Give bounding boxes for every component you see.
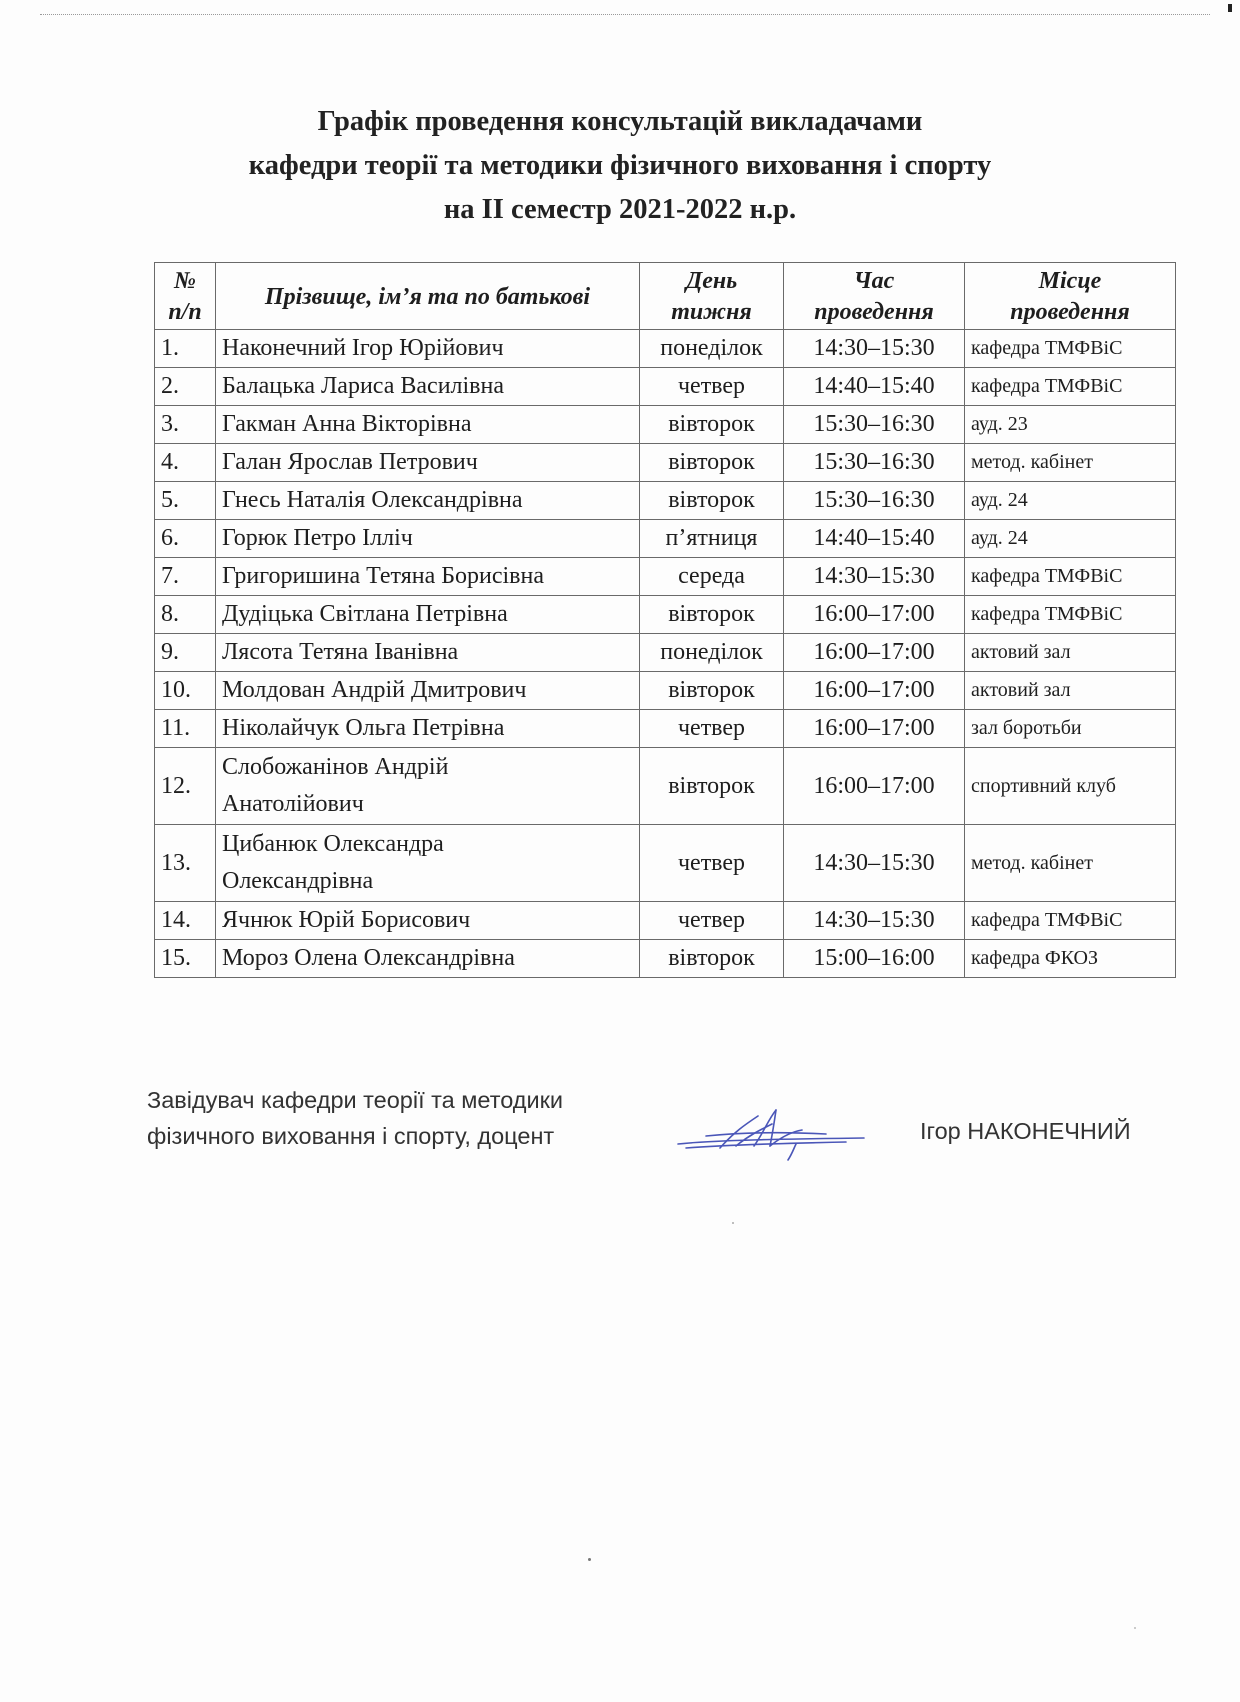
time-slot: 15:30–16:30 <box>784 482 965 520</box>
teacher-name: Молдован Андрій Дмитрович <box>216 672 640 710</box>
teacher-name: Дудіцька Світлана Петрівна <box>216 596 640 634</box>
time-slot: 14:30–15:30 <box>784 902 965 940</box>
teacher-name: Гакман Анна Вікторівна <box>216 406 640 444</box>
scan-top-edge-line <box>40 14 1210 15</box>
weekday: четвер <box>640 368 784 406</box>
teacher-name <box>216 748 640 825</box>
table-row <box>155 940 1176 978</box>
place: кафедра ТМФВіС <box>965 596 1176 634</box>
row-number: 5. <box>155 482 216 520</box>
weekday: четвер <box>640 902 784 940</box>
time-slot: 15:30–16:30 <box>784 406 965 444</box>
place: актовий зал <box>965 672 1176 710</box>
table-row <box>155 406 1176 444</box>
row-number: 12. <box>155 748 216 825</box>
time-slot: 14:40–15:40 <box>784 368 965 406</box>
place: актовий зал <box>965 634 1176 672</box>
time-slot: 15:30–16:30 <box>784 444 965 482</box>
table-row <box>155 748 1176 825</box>
header-place: Місце проведення <box>965 263 1176 330</box>
time-slot: 16:00–17:00 <box>784 748 965 825</box>
title-line-3: на ІІ семестр 2021-2022 н.р. <box>443 194 797 225</box>
place: ауд. 24 <box>965 520 1176 558</box>
place: спортивний клуб <box>965 748 1176 825</box>
weekday: середа <box>640 558 784 596</box>
table-header-row <box>155 263 1176 330</box>
weekday: четвер <box>640 710 784 748</box>
place: кафедра ФКОЗ <box>965 940 1176 978</box>
teacher-name-line-1: Цибанюк Олександра <box>222 831 444 857</box>
weekday: вівторок <box>640 748 784 825</box>
row-number: 3. <box>155 406 216 444</box>
table-row <box>155 902 1176 940</box>
weekday: вівторок <box>640 940 784 978</box>
row-number: 11. <box>155 710 216 748</box>
place: ауд. 23 <box>965 406 1176 444</box>
time-slot: 14:30–15:30 <box>784 558 965 596</box>
weekday: понеділок <box>640 634 784 672</box>
teacher-name: Горюк Петро Ілліч <box>216 520 640 558</box>
place: кафедра ТМФВіС <box>965 330 1176 368</box>
teacher-name-line-1: Слобожанінов Андрій <box>222 754 449 780</box>
scan-speck <box>588 1558 591 1561</box>
weekday: вівторок <box>640 444 784 482</box>
handwritten-signature <box>676 1102 866 1162</box>
time-slot: 16:00–17:00 <box>784 672 965 710</box>
table-row <box>155 672 1176 710</box>
table-row <box>155 596 1176 634</box>
table-row <box>155 368 1176 406</box>
place: ауд. 24 <box>965 482 1176 520</box>
teacher-name: Балацька Лариса Василівна <box>216 368 640 406</box>
table-row <box>155 825 1176 902</box>
teacher-name: Галан Ярослав Петрович <box>216 444 640 482</box>
position-line-2: фізичного виховання і спорту, доцент <box>147 1123 555 1149</box>
table-row <box>155 558 1176 596</box>
row-number: 6. <box>155 520 216 558</box>
header-time: Час проведення <box>784 263 965 330</box>
time-slot: 16:00–17:00 <box>784 596 965 634</box>
time-slot: 14:40–15:40 <box>784 520 965 558</box>
table-row <box>155 634 1176 672</box>
weekday: п’ятниця <box>640 520 784 558</box>
document-title <box>0 100 1240 232</box>
place: кафедра ТМФВіС <box>965 558 1176 596</box>
table-row <box>155 330 1176 368</box>
table-row <box>155 710 1176 748</box>
header-number: № п/п <box>155 263 216 330</box>
place: метод. кабінет <box>965 825 1176 902</box>
weekday: вівторок <box>640 596 784 634</box>
row-number: 13. <box>155 825 216 902</box>
teacher-name: Ніколайчук Ольга Петрівна <box>216 710 640 748</box>
title-line-2: кафедри теорії та методики фізичного виховання і спорту <box>248 150 992 181</box>
position-line-1: Завідувач кафедри теорії та методики <box>147 1087 564 1113</box>
teacher-name <box>216 825 640 902</box>
teacher-name-line-2: Олександрівна <box>222 868 374 894</box>
time-slot: 14:30–15:30 <box>784 330 965 368</box>
row-number: 14. <box>155 902 216 940</box>
time-slot: 16:00–17:00 <box>784 710 965 748</box>
consultation-schedule-table <box>154 262 1176 978</box>
row-number: 9. <box>155 634 216 672</box>
row-number: 8. <box>155 596 216 634</box>
teacher-name: Наконечний Ігор Юрійович <box>216 330 640 368</box>
header-full-name: Прізвище, ім’я та по батькові <box>216 263 640 330</box>
place: кафедра ТМФВіС <box>965 902 1176 940</box>
scan-speck <box>732 1222 734 1224</box>
row-number: 7. <box>155 558 216 596</box>
title-line-1: Графік проведення консультацій викладачами <box>317 106 923 137</box>
weekday: вівторок <box>640 482 784 520</box>
place: зал боротьби <box>965 710 1176 748</box>
time-slot: 15:00–16:00 <box>784 940 965 978</box>
signatory-position <box>147 1082 563 1154</box>
table-row <box>155 444 1176 482</box>
table-row <box>155 482 1176 520</box>
weekday: вівторок <box>640 672 784 710</box>
teacher-name-line-2: Анатолійович <box>222 791 364 817</box>
teacher-name: Григоришина Тетяна Борисівна <box>216 558 640 596</box>
signer-name: Ігор НАКОНЕЧНИЙ <box>920 1118 1131 1144</box>
teacher-name: Ячнюк Юрій Борисович <box>216 902 640 940</box>
header-weekday: День тижня <box>640 263 784 330</box>
scan-corner-mark <box>1228 4 1232 12</box>
teacher-name: Мороз Олена Олександрівна <box>216 940 640 978</box>
row-number: 1. <box>155 330 216 368</box>
time-slot: 16:00–17:00 <box>784 634 965 672</box>
row-number: 10. <box>155 672 216 710</box>
row-number: 2. <box>155 368 216 406</box>
table-row <box>155 520 1176 558</box>
scan-speck <box>1134 1627 1136 1629</box>
teacher-name: Гнесь Наталія Олександрівна <box>216 482 640 520</box>
time-slot: 14:30–15:30 <box>784 825 965 902</box>
place: кафедра ТМФВіС <box>965 368 1176 406</box>
place: метод. кабінет <box>965 444 1176 482</box>
weekday: вівторок <box>640 406 784 444</box>
weekday: понеділок <box>640 330 784 368</box>
teacher-name: Лясота Тетяна Іванівна <box>216 634 640 672</box>
weekday: четвер <box>640 825 784 902</box>
row-number: 4. <box>155 444 216 482</box>
row-number: 15. <box>155 940 216 978</box>
